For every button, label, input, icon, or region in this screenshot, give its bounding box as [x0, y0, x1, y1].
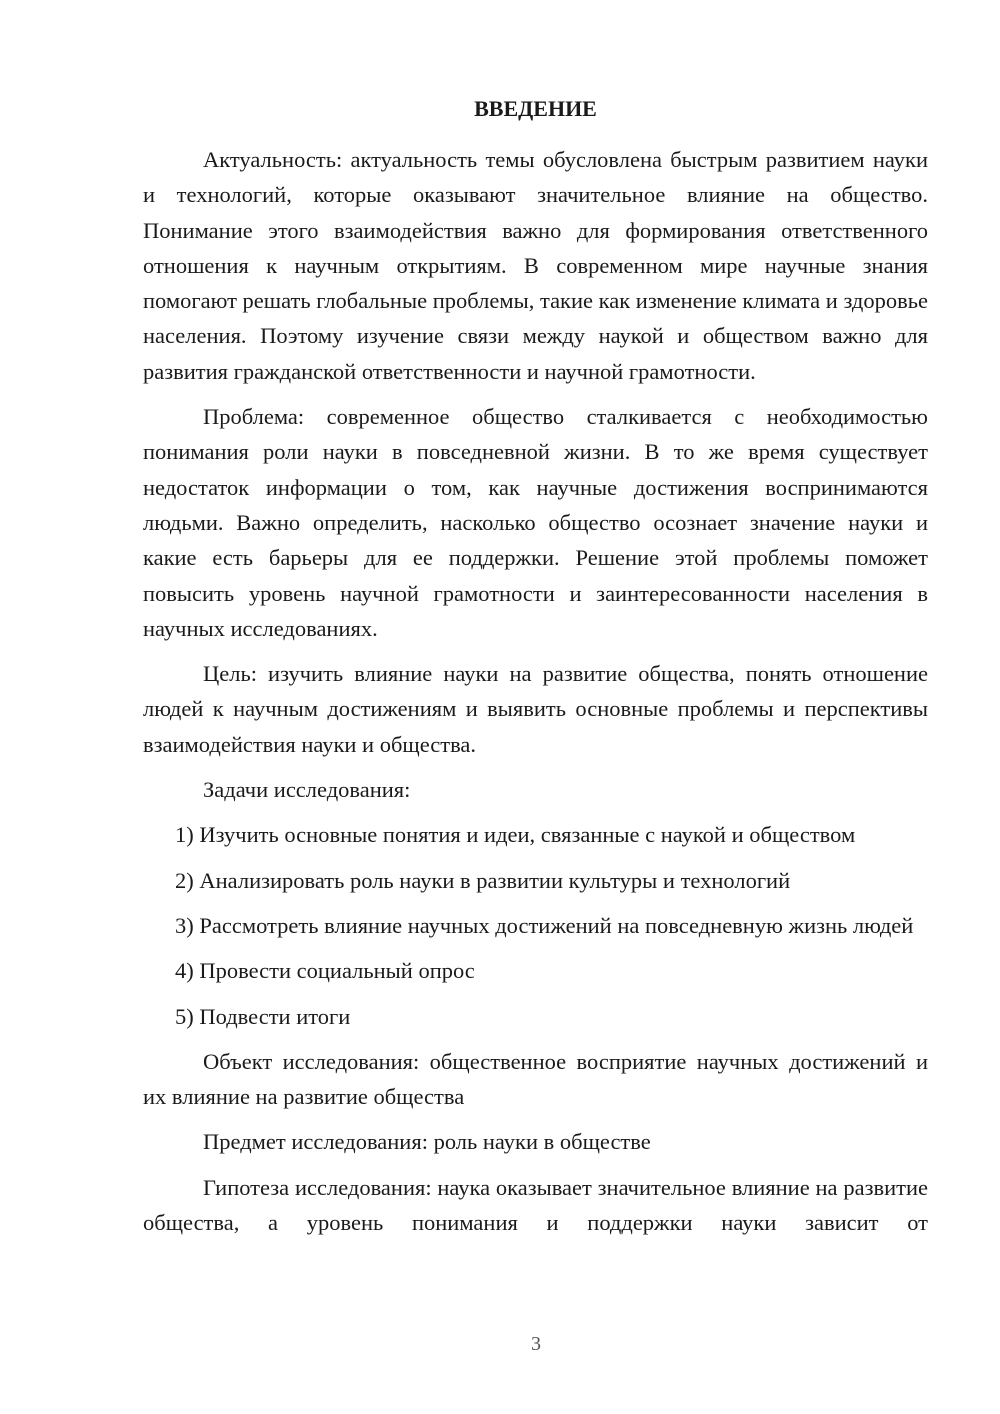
page-title: ВВЕДЕНИЕ	[474, 96, 597, 121]
list-item: 4) Провести социальный опрос	[175, 958, 475, 984]
paragraph-hypothesis: Гипотеза исследования: наука оказывает значительное влияние на развитие общества, а уровень понимания и поддержки науки зависит от	[143, 1174, 928, 1236]
list-item: 2) Анализировать роль науки в развитии культуры и технологий	[175, 867, 791, 893]
list-item: 3) Рассмотреть влияние научных достижений на повседневную жизнь людей	[175, 912, 914, 938]
paragraph-problem: Проблема: современное общество сталкивается с необходимостью понимания роли науки в повседневной жизни. В то же время существует недостаток информации о том, как научные достижения воспринимаются людьми. Важно определить, насколько общество осознает значение науки и какие есть барьеры для ее поддержки. Решение этой проблемы поможет повысить уровень научной грамотности и заинтересованности населения в научных исследованиях.	[143, 404, 928, 641]
paragraph-object: Объект исследования: общественное восприятие научных достижений и их влияние на развитие общества	[143, 1048, 928, 1110]
tasks-heading: Задачи исследования:	[203, 777, 411, 803]
page-number: 3	[531, 1333, 541, 1355]
paragraph-goal: Цель: изучить влияние науки на развитие общества, понять отношение людей к научным достижениям и выявить основные проблемы и перспективы взаимодействия науки и общества.	[143, 661, 928, 757]
list-item: 5) Подвести итоги	[175, 1003, 351, 1029]
paragraph-relevance: Актуальность: актуальность темы обусловлена быстрым развитием науки и технологий, которые оказывают значительное влияние на общество. Понимание этого взаимодействия важно для формирования ответственного отношения к научным открытиям. В современном мире научные знания помогают решать глобальные проблемы, такие как изменение климата и здоровье населения. Поэтому изучение связи между наукой и обществом важно для развития гражданской ответственности и научной грамотности.	[143, 147, 928, 384]
list-item: 1) Изучить основные понятия и идеи, связанные с наукой и обществом	[175, 822, 856, 848]
paragraph-subject: Предмет исследования: роль науки в обществе	[203, 1129, 651, 1155]
document-body	[143, 142, 928, 1250]
